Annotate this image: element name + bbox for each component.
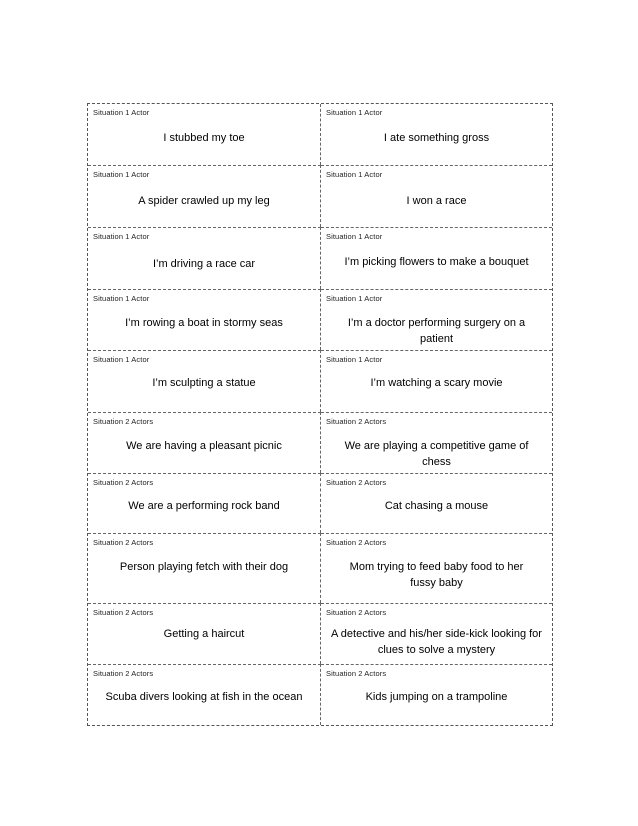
card-prompt-text: Scuba divers looking at fish in the ocean xyxy=(105,691,303,703)
card-prompt-text: Person playing fetch with their dog xyxy=(119,561,289,573)
card-prompt-text: I’m watching a scary movie xyxy=(370,377,503,389)
card-prompt-text: I’m sculpting a statue xyxy=(152,377,256,389)
card-category-label: Situation 2 Actors xyxy=(326,669,387,678)
card-prompt-text: I’m rowing a boat in stormy seas xyxy=(125,317,283,329)
card-prompt-text: I ate something gross xyxy=(383,132,490,144)
situation-card xyxy=(321,664,552,725)
card-prompt-text: We are a performing rock band xyxy=(128,500,280,512)
card-category-label: Situation 2 Actors xyxy=(326,417,387,426)
situation-card xyxy=(321,289,552,350)
situation-card xyxy=(88,350,321,412)
situation-card xyxy=(321,533,552,603)
card-category-label: Situation 1 Actor xyxy=(326,294,383,303)
card-category-label: Situation 1 Actor xyxy=(326,108,383,117)
situation-card xyxy=(321,473,552,533)
situation-card xyxy=(321,227,552,289)
situation-card xyxy=(321,412,552,473)
card-category-label: Situation 2 Actors xyxy=(93,608,154,617)
card-category-label: Situation 2 Actors xyxy=(93,417,154,426)
card-category-label: Situation 1 Actor xyxy=(93,294,150,303)
card-category-label: Situation 1 Actor xyxy=(93,108,150,117)
situation-card xyxy=(88,473,321,533)
card-category-label: Situation 2 Actors xyxy=(93,478,154,487)
card-prompt-text: Cat chasing a mouse xyxy=(384,500,489,512)
card-prompt-text: Mom trying to feed baby food to her fussy baby xyxy=(349,561,524,589)
card-category-label: Situation 2 Actors xyxy=(326,538,387,547)
card-category-label: Situation 1 Actor xyxy=(93,232,150,241)
card-category-label: Situation 1 Actor xyxy=(326,232,383,241)
card-prompt-text: A spider crawled up my leg xyxy=(138,195,270,207)
card-category-label: Situation 1 Actor xyxy=(326,170,383,179)
card-prompt-text: We are playing a competitive game of chess xyxy=(344,440,529,468)
card-prompt-text: I’m driving a race car xyxy=(152,258,256,270)
card-category-label: Situation 1 Actor xyxy=(93,355,150,364)
situation-card xyxy=(88,664,321,725)
situation-card xyxy=(88,412,321,473)
situation-card xyxy=(88,289,321,350)
situation-card xyxy=(321,603,552,664)
situation-card xyxy=(88,533,321,603)
card-category-label: Situation 1 Actor xyxy=(93,170,150,179)
card-prompt-text: I stubbed my toe xyxy=(163,132,245,144)
card-category-label: Situation 2 Actors xyxy=(93,669,154,678)
card-prompt-text: I’m picking flowers to make a bouquet xyxy=(344,256,529,268)
card-category-label: Situation 1 Actor xyxy=(326,355,383,364)
card-prompt-text: Getting a haircut xyxy=(163,628,245,640)
card-prompt-text: A detective and his/her side-kick looking for clues to solve a mystery xyxy=(331,628,542,656)
situation-card xyxy=(321,104,552,165)
card-sheet xyxy=(87,103,553,726)
situation-card xyxy=(88,104,321,165)
situation-card xyxy=(88,227,321,289)
card-category-label: Situation 2 Actors xyxy=(326,608,387,617)
situation-card xyxy=(88,603,321,664)
card-prompt-text: We are having a pleasant picnic xyxy=(126,440,282,452)
card-prompt-text: I won a race xyxy=(406,195,467,207)
card-prompt-text: Kids jumping on a trampoline xyxy=(365,691,508,703)
situation-card xyxy=(321,350,552,412)
situation-card xyxy=(321,165,552,227)
card-category-label: Situation 2 Actors xyxy=(93,538,154,547)
situation-card xyxy=(88,165,321,227)
card-prompt-text: I’m a doctor performing surgery on a patient xyxy=(347,317,526,345)
card-category-label: Situation 2 Actors xyxy=(326,478,387,487)
